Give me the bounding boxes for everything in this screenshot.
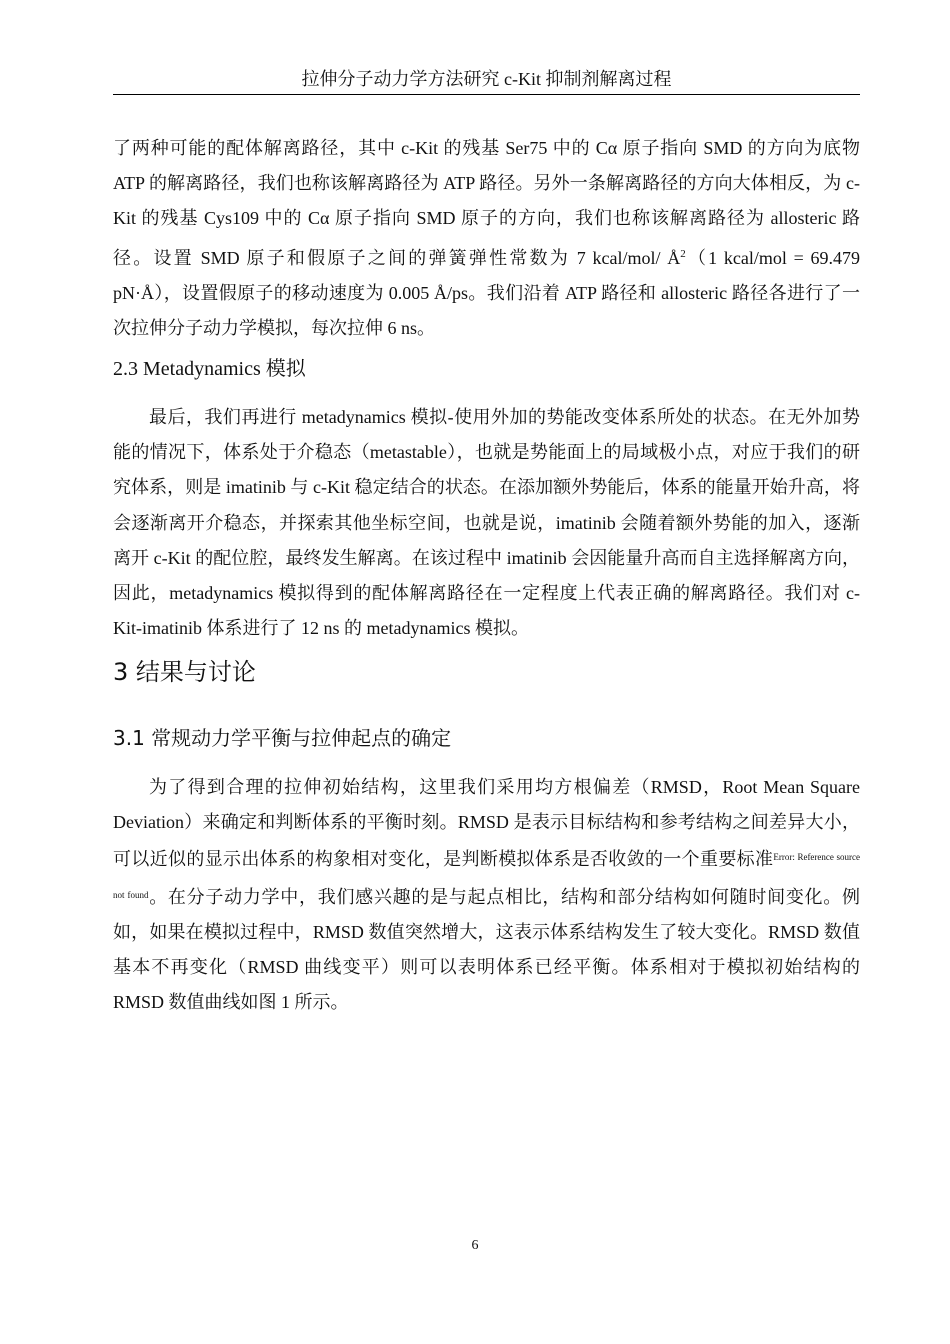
body-paragraph-rmsd: [113, 770, 860, 1020]
section-heading-3-1: 3.1 常规动力学平衡与拉伸起点的确定: [113, 726, 452, 750]
paragraph-text: 。在分子动力学中，我们感兴趣的是与起点相比，结构和部分结构如何随时间变化。例如，如果在模拟过程中，RMSD 数值突然增大，这表示体系结构发生了较大变化。RMSD 数值基本不再变化（RMSD 曲线变平）则可以表明体系已经平衡。体系相对于模拟初始结构的 RMSD 数值曲线如图 1 所示。: [113, 886, 861, 1013]
page-number: 6: [471, 1238, 479, 1253]
section-heading-3: 3 结果与讨论: [113, 658, 256, 686]
section-heading-2-3: 2.3 Metadynamics 模拟: [113, 358, 306, 380]
body-paragraph-metadynamics: 最后，我们再进行 metadynamics 模拟-使用外加的势能改变体系所处的状态。在无外加势能的情况下，体系处于介稳态（metastable），也就是势能面上的局域极小点，对应于我们的研究体系，则是 imatinib 与 c-Kit 稳定结合的状态。在添加额外势能后，体系的能量开始升高，将会逐渐离开介稳态，并探索其他坐标空间，也就是说，imatinib 会随着额外势能的加入，逐渐离开 c-Kit 的配位腔，最终发生解离。在该过程中 imatinib 会因能量升高而自主选择解离方向，因此，metadynamics 模拟得到的配体解离路径在一定程度上代表正确的解离路径。我们对 c-Kit-imatinib 体系进行了 12 ns 的 metadynamics 模拟。: [113, 407, 860, 639]
paragraph-text: 为了得到合理的拉伸初始结构，这里我们采用均方根偏差（RMSD，Root Mean Square Deviation）来确定和判断体系的平衡时刻。RMSD 是表示目标结构和参考结构之间差异大小，可以近似的显示出体系的构象相对变化，是判断模拟体系是否收敛的一个重要标准: [113, 777, 860, 870]
paragraph-text: 了两种可能的配体解离路径，其中 c-Kit 的残基 Ser75 中的 Cα 原子指向 SMD 的方向为底物 ATP 的解离路径，我们也称该解离路径为 ATP 路径。另外一条解离路径的方向大体相反，为 c-Kit 的残基 Cys109 中的 Cα 原子指向 SMD 原子的方向，我们也称该解离路径为 allosteric 路径。设置 SMD 原子和假原子之间的弹簧弹性常数为 7 kcal/mol/ Å: [113, 138, 860, 268]
body-paragraph-smd: [113, 131, 860, 346]
running-header: 拉伸分子动力学方法研究 c-Kit 抑制剂解离过程: [113, 66, 860, 95]
paragraph-text: （1 kcal/mol = 69.479 pN·Å），设置假原子的移动速度为 0.005 Å/ps。我们沿着 ATP 路径和 allosteric 路径各进行了一次拉伸分子动力学模拟，每次拉伸 6 ns。: [113, 247, 860, 339]
superscript: 2: [680, 247, 686, 260]
reference-error: Error: Reference source not found: [113, 852, 860, 900]
